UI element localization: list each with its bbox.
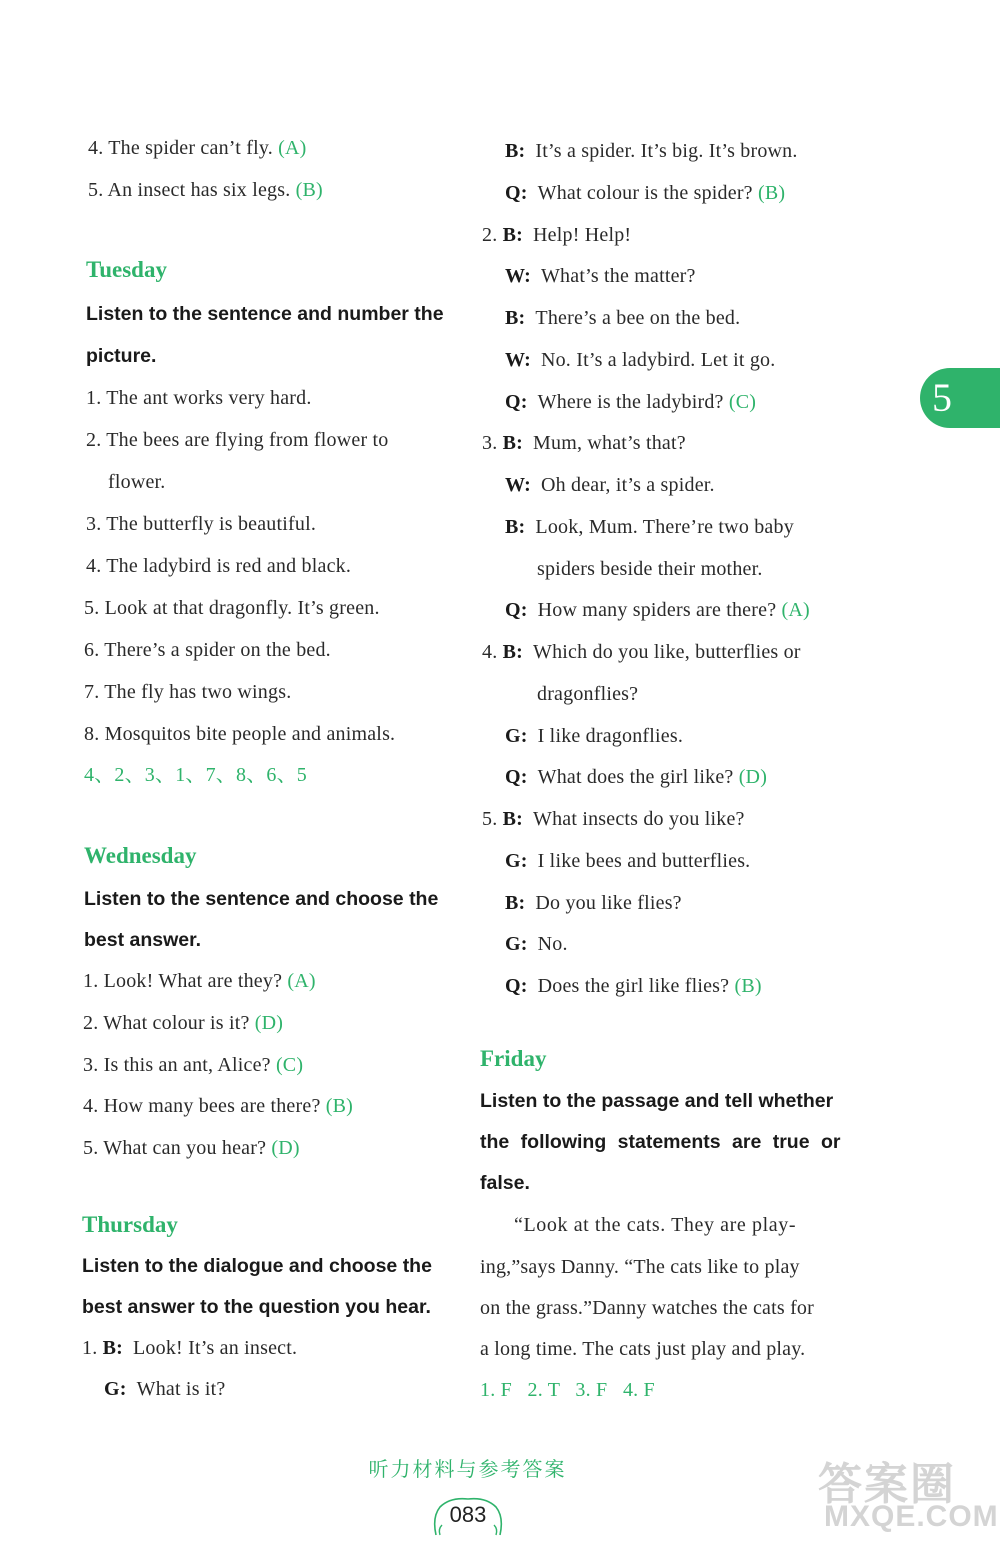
list-item: 5. An insect has six legs. (B) — [88, 179, 323, 201]
instruction-line: picture. — [86, 345, 157, 367]
passage-line: “Look at the cats. They are play- — [514, 1214, 797, 1236]
dialogue-line — [505, 847, 750, 875]
dialogue-text: spiders beside their mother. — [537, 558, 763, 580]
section-heading-tuesday: Tuesday — [86, 257, 167, 282]
section-heading-wednesday: Wednesday — [84, 843, 197, 868]
dialogue-line — [505, 137, 798, 165]
dialogue-line — [505, 972, 762, 1000]
instruction-line: Listen to the sentence and choose the — [84, 888, 439, 910]
speaker-label: G: — [505, 725, 528, 747]
dialogue-line — [505, 513, 794, 541]
speaker-label: B: — [505, 307, 526, 329]
item-number: 2. — [482, 224, 498, 246]
instruction-line: Listen to the passage and tell whether — [480, 1090, 834, 1112]
dialogue-line — [482, 638, 801, 666]
speaker-label: G: — [505, 850, 528, 872]
list-item: 2. The bees are flying from flower to — [86, 429, 389, 451]
speaker-label: Q: — [505, 975, 528, 997]
dialogue-line — [505, 388, 756, 416]
dialogue-text: Look, Mum. There’re two baby — [535, 516, 794, 538]
dialogue-text: What’s the matter? — [540, 265, 696, 287]
dialogue-text: What does the girl like? — [537, 766, 734, 788]
footer-title: 听力材料与参考答案 — [368, 1457, 567, 1481]
instruction-line: best answer to the question you hear. — [82, 1296, 431, 1318]
dialogue-text: What insects do you like? — [533, 808, 745, 830]
dialogue-text: dragonflies? — [537, 683, 639, 705]
instruction-line: best answer. — [84, 929, 202, 951]
speaker-label: B: — [502, 224, 524, 246]
dialogue-text: Mum, what’s that? — [533, 432, 686, 454]
dialogue-line — [505, 346, 775, 374]
speaker-label: Q: — [505, 766, 528, 788]
list-item: 5. Look at that dragonfly. It’s green. — [84, 597, 380, 619]
dialogue-line — [505, 471, 715, 499]
speaker-label: Q: — [505, 391, 528, 413]
dialogue-line — [505, 930, 568, 958]
list-item: flower. — [108, 471, 166, 493]
list-item: 1. The ant works very hard. — [86, 387, 312, 409]
watermark — [818, 1448, 998, 1538]
speaker-label: B: — [502, 432, 524, 454]
speaker-label: B: — [505, 140, 526, 162]
list-item: 3. The butterfly is beautiful. — [86, 513, 317, 535]
dialogue-line: G: What is it? — [104, 1378, 226, 1400]
dialogue-line — [505, 889, 682, 917]
passage-line: on the grass.”Danny watches the cats for — [480, 1297, 814, 1319]
dialogue-text: How many spiders are there? — [537, 599, 777, 621]
instruction-line: Listen to the dialogue and choose the — [82, 1255, 432, 1277]
watermark-text: 答案圈 — [818, 1459, 956, 1510]
dialogue-line — [505, 763, 767, 791]
dialogue-text: Does the girl like flies? — [537, 975, 730, 997]
watermark-url: MXQE.COM — [824, 1500, 999, 1533]
speaker-label: G: — [505, 933, 528, 955]
list-item: 3. Is this an ant, Alice? (C) — [83, 1054, 304, 1076]
speaker-label: B: — [505, 516, 526, 538]
dialogue-text: Which do you like, butterflies or — [533, 641, 801, 663]
dialogue-line — [482, 221, 631, 249]
list-item: 2. What colour is it? (D) — [83, 1012, 284, 1034]
passage-line: ing,”says Danny. “The cats like to play — [480, 1256, 800, 1278]
dialogue-line — [482, 429, 686, 457]
dialogue-text: No. It’s a ladybird. Let it go. — [540, 349, 776, 371]
answer-choice: (B) — [734, 975, 762, 997]
section-heading-thursday: Thursday — [82, 1212, 178, 1237]
list-item: 7. The fly has two wings. — [84, 681, 292, 703]
instruction-line: false. — [480, 1172, 530, 1194]
dialogue-line — [505, 304, 740, 332]
instruction-line: the following statements are true or — [480, 1131, 841, 1153]
dialogue-text: I like bees and butterflies. — [537, 850, 751, 872]
passage-line: a long time. The cats just play and play. — [480, 1338, 806, 1360]
section-heading-friday: Friday — [480, 1046, 547, 1071]
list-item: 4. The spider can’t fly. (A) — [88, 137, 307, 159]
dialogue-line — [505, 179, 785, 207]
instruction-line: Listen to the sentence and number the — [86, 303, 444, 325]
item-number: 5. — [482, 808, 498, 830]
dialogue-text: No. — [537, 933, 568, 955]
answer-choice: (A) — [781, 599, 810, 621]
speaker-label: W: — [505, 474, 531, 496]
chapter-tab: 5 — [920, 368, 1000, 428]
item-number: 4. — [482, 641, 498, 663]
dialogue-line — [505, 722, 683, 750]
dialogue-line: 1. B: Look! It’s an insect. — [82, 1337, 298, 1359]
dialogue-text: It’s a spider. It’s big. It’s brown. — [535, 140, 798, 162]
list-item: 1. Look! What are they? (A) — [83, 970, 316, 992]
page-number: 083 — [430, 1495, 506, 1539]
dialogue-text: Help! Help! — [533, 224, 632, 246]
dialogue-text: What colour is the spider? — [537, 182, 753, 204]
list-item: 8. Mosquitos bite people and animals. — [84, 723, 396, 745]
answer-sequence: 4、2、3、1、7、8、6、5 — [84, 764, 307, 786]
answer-choice: (D) — [738, 766, 768, 788]
list-item: 6. There’s a spider on the bed. — [84, 639, 331, 661]
speaker-label: W: — [505, 349, 531, 371]
answer-choice: (C) — [728, 391, 757, 413]
dialogue-line — [505, 596, 810, 624]
list-item: 4. How many bees are there? (B) — [83, 1095, 353, 1117]
dialogue-line — [505, 262, 696, 290]
item-number: 3. — [482, 432, 498, 454]
answer-choice: (B) — [757, 182, 786, 204]
speaker-label: B: — [502, 808, 524, 830]
dialogue-text: I like dragonflies. — [537, 725, 684, 747]
speaker-label: B: — [505, 892, 526, 914]
speaker-label: Q: — [505, 182, 528, 204]
list-item: 5. What can you hear? (D) — [83, 1137, 300, 1159]
dialogue-line — [537, 555, 763, 583]
speaker-label: B: — [502, 641, 524, 663]
dialogue-text: There’s a bee on the bed. — [535, 307, 741, 329]
true-false-answers: 1. F 2. T 3. F 4. F — [480, 1379, 655, 1401]
dialogue-text: Do you like flies? — [535, 892, 682, 914]
speaker-label: Q: — [505, 599, 528, 621]
speaker-label: W: — [505, 265, 531, 287]
dialogue-line — [537, 680, 638, 708]
list-item: 4. The ladybird is red and black. — [86, 555, 352, 577]
dialogue-text: Oh dear, it’s a spider. — [540, 474, 715, 496]
dialogue-text: Where is the ladybird? — [537, 391, 724, 413]
dialogue-line — [482, 805, 745, 833]
